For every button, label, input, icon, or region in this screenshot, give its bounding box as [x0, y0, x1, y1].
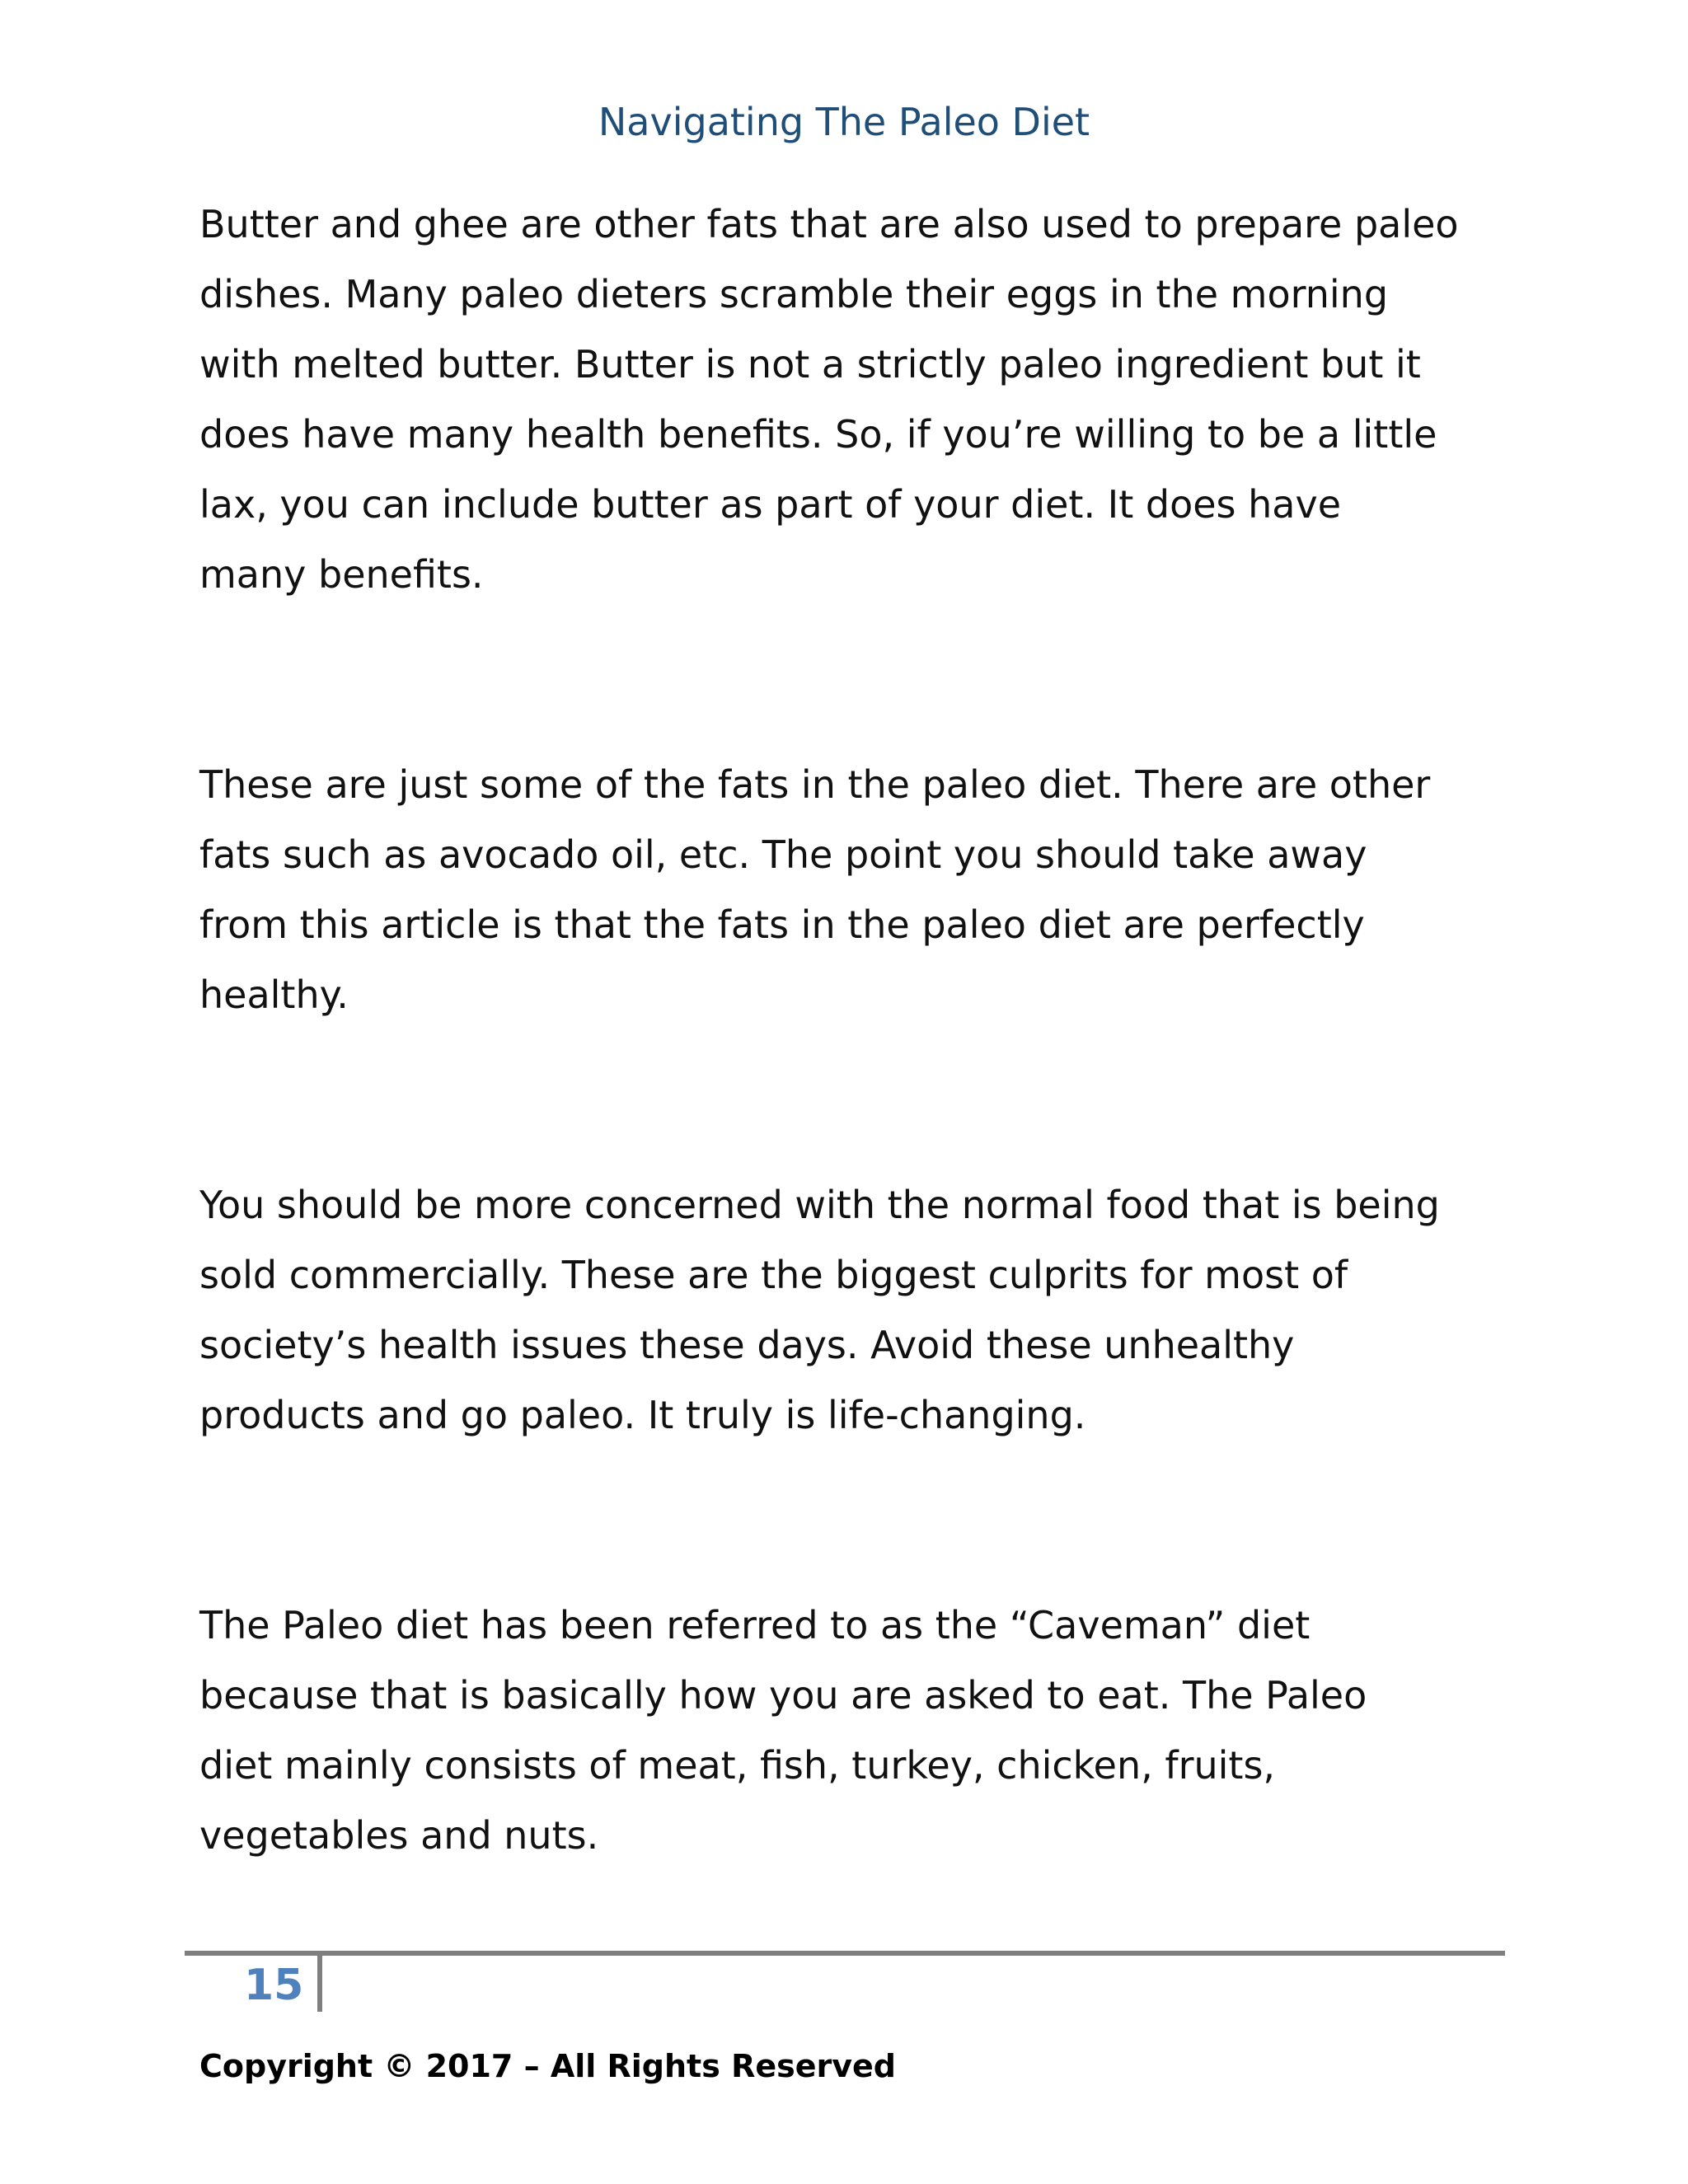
page-number: 15: [244, 1961, 304, 2010]
paragraph-line: does have many health benefits. So, if you’re willing to be a little: [199, 412, 1437, 457]
paragraph-line: products and go paleo. It truly is life-changing.: [199, 1393, 1086, 1437]
paragraph-line: many benefits.: [199, 552, 484, 597]
paragraph: [199, 1591, 1535, 1871]
body-text: [199, 190, 1535, 2011]
copyright-notice: Copyright © 2017 – All Rights Reserved: [199, 2048, 896, 2084]
page-number-divider: [317, 1956, 322, 2012]
paragraph-line: sold commercially. These are the biggest culprits for most of: [199, 1253, 1348, 1297]
paragraph-line: healthy.: [199, 972, 349, 1017]
paragraph: [199, 750, 1535, 1030]
paragraph-line: Butter and ghee are other fats that are also used to prepare paleo: [199, 202, 1459, 246]
paragraph-line: society’s health issues these days. Avoid these unhealthy: [199, 1323, 1295, 1367]
paragraph-line: because that is basically how you are asked to eat. The Paleo: [199, 1673, 1367, 1718]
footer-divider: [185, 1951, 1505, 1956]
paragraph: [199, 190, 1535, 610]
paragraph: [199, 1170, 1535, 1451]
paragraph-line: These are just some of the fats in the paleo diet. There are other: [199, 762, 1431, 807]
page-header-title: Navigating The Paleo Diet: [598, 100, 1090, 144]
paragraph-line: You should be more concerned with the normal food that is being: [199, 1183, 1440, 1227]
paragraph-line: The Paleo diet has been referred to as the “Caveman” diet: [199, 1603, 1311, 1647]
paragraph-line: fats such as avocado oil, etc. The point you should take away: [199, 832, 1367, 877]
paragraph-line: from this article is that the fats in the paleo diet are perfectly: [199, 902, 1365, 947]
paragraph-line: vegetables and nuts.: [199, 1813, 599, 1858]
paragraph-line: with melted butter. Butter is not a strictly paleo ingredient but it: [199, 342, 1421, 387]
paragraph-line: diet mainly consists of meat, fish, turkey, chicken, fruits,: [199, 1743, 1276, 1788]
paragraph-line: dishes. Many paleo dieters scramble their eggs in the morning: [199, 272, 1389, 316]
paragraph-line: lax, you can include butter as part of your diet. It does have: [199, 482, 1342, 527]
